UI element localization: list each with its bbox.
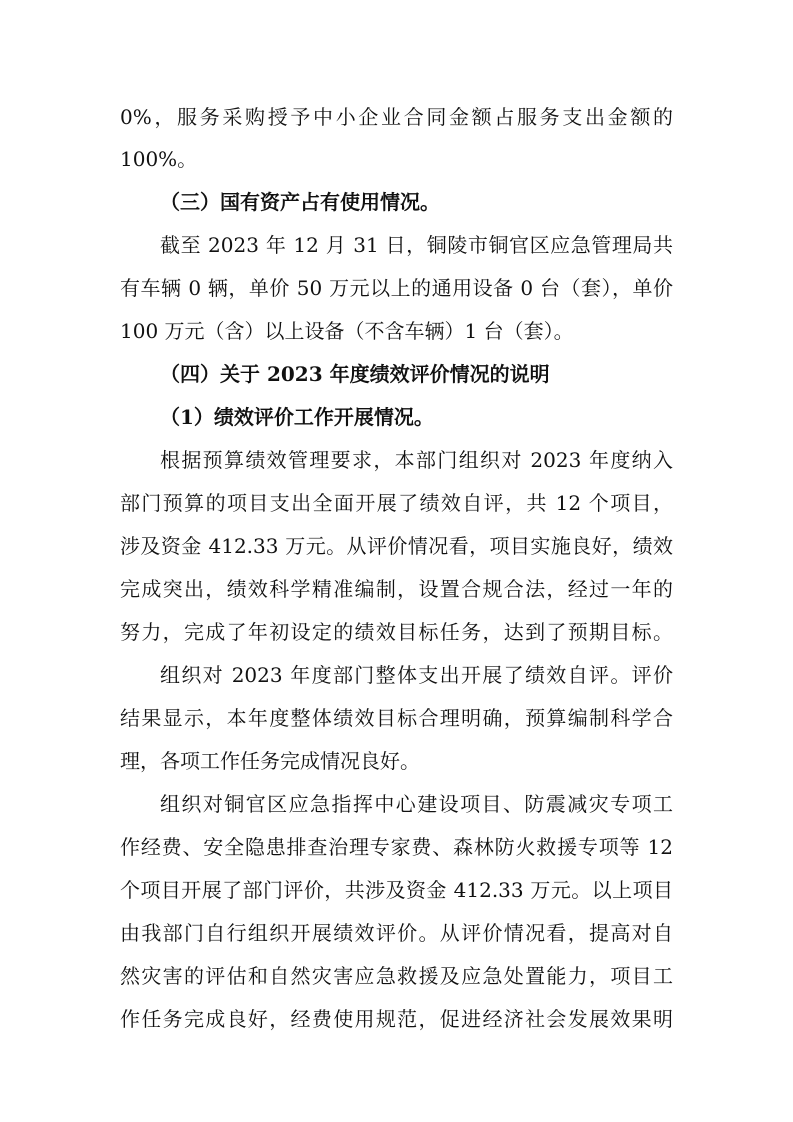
text-line: 然灾害的评估和自然灾害应急救援及应急处置能力，项目工 xyxy=(120,964,673,988)
text-line: 0%，服务采购授予中小企业合同金额占服务支出金额的 xyxy=(120,105,673,129)
text-line: 理，各项工作任务完成情况良好。 xyxy=(120,749,420,773)
text-line: 部门预算的项目支出全面开展了绩效自评，共 12 个项目， xyxy=(120,491,673,515)
text-line: 作任务完成良好，经费使用规范，促进经济社会发展效果明 xyxy=(120,1007,673,1031)
text-line: 100 万元（含）以上设备（不含车辆）1 台（套）。 xyxy=(120,319,574,343)
text-line: 结果显示，本年度整体绩效目标合理明确，预算编制科学合 xyxy=(120,706,673,730)
text-line: 完成突出，绩效科学精准编制，设置合规合法，经过一年的 xyxy=(120,577,673,601)
text-line: 组织对 2023 年度部门整体支出开展了绩效自评。评价 xyxy=(160,663,673,687)
text-line: 组织对铜官区应急指挥中心建设项目、防震减灾专项工 xyxy=(160,792,673,816)
subsection-heading: （1）绩效评价工作开展情况。 xyxy=(160,405,434,429)
text-line: 涉及资金 412.33 万元。从评价情况看，项目实施良好，绩效 xyxy=(120,534,673,558)
text-line: 由我部门自行组织开展绩效评价。从评价情况看，提高对自 xyxy=(120,921,673,945)
text-line: 有车辆 0 辆，单价 50 万元以上的通用设备 0 台（套），单价 xyxy=(120,276,673,300)
section-heading-assets: （三）国有资产占有使用情况。 xyxy=(160,190,440,214)
text-line: 作经费、安全隐患排查治理专家费、森林防火救援专项等 12 xyxy=(120,835,673,859)
section-heading-performance: （四）关于 2023 年度绩效评价情况的说明 xyxy=(160,362,550,386)
text-line: 个项目开展了部门评价，共涉及资金 412.33 万元。以上项目 xyxy=(120,878,673,902)
text-line: 努力，完成了年初设定的绩效目标任务，达到了预期目标。 xyxy=(120,620,673,644)
text-line: 截至 2023 年 12 月 31 日，铜陵市铜官区应急管理局共 xyxy=(160,233,673,257)
text-line: 根据预算绩效管理要求，本部门组织对 2023 年度纳入 xyxy=(160,448,673,472)
text-line: 100%。 xyxy=(120,147,198,171)
